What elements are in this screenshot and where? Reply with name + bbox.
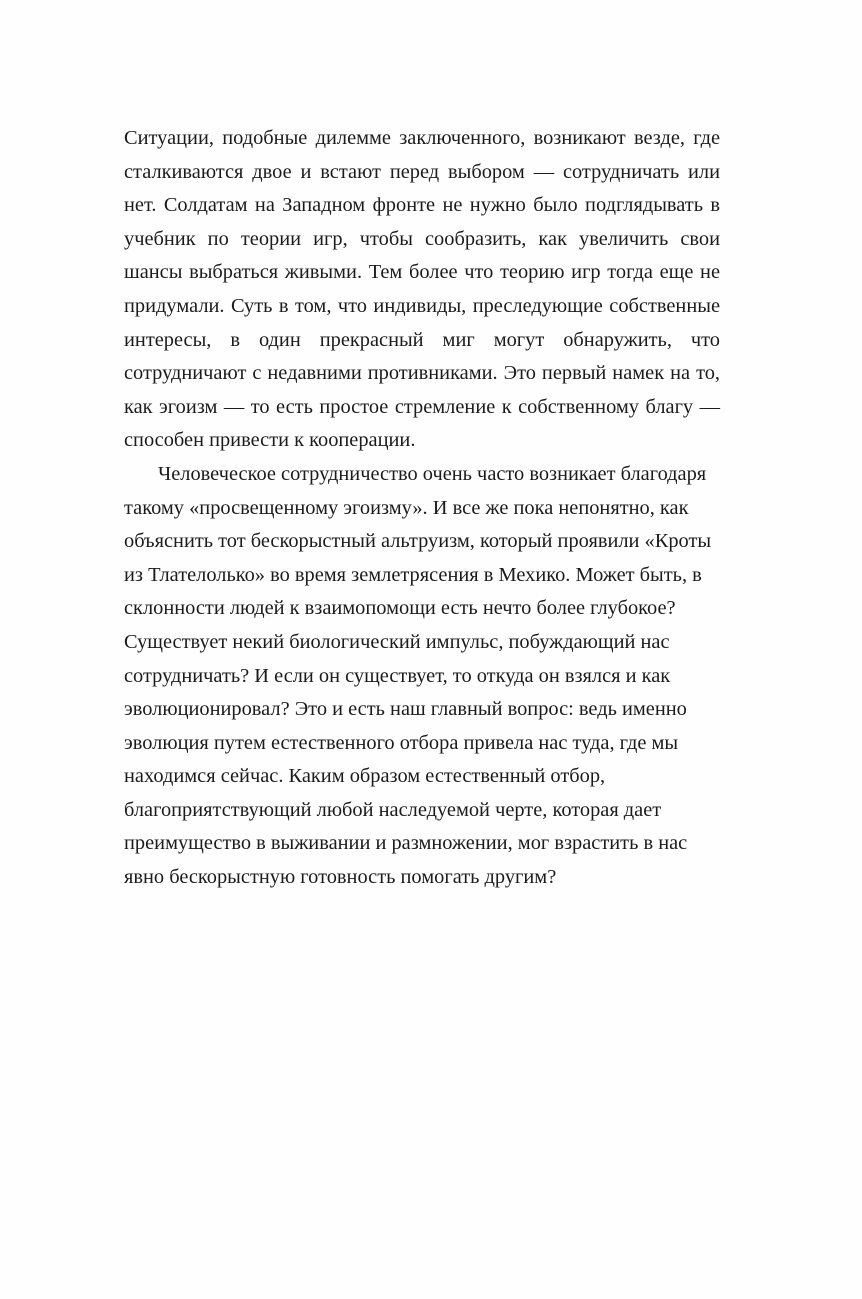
- paragraph-2: Человеческое сотрудничество очень часто возникает благодаря такому «просвещенному эгоизму». И все же пока непонятно, как объяснить тот бескорыстный альтруизм, который проявили «Кроты из Тлателолько» во время землетрясения в Мехико. Может быть, в склонности людей к взаимопомощи есть нечто более глубокое? Существует некий биологический импульс, побуждающий нас сотрудничать? И если он существует, то откуда он взялся и как эволюционировал? Это и есть наш главный вопрос: ведь именно эволюция путем естественного отбора привела нас туда, где мы находимся сейчас. Каким образом естественный отбор, благоприятствующий любой наследуемой черте, которая дает преимущество в выживании и размножении, мог взрастить в нас явно бескорыстную готовность помогать другим?: [124, 462, 712, 889]
- paragraph-1: Ситуации, подобные дилемме заключенного, возникают везде, где сталкиваются двое и встают перед выбором — сотрудничать или нет. Солдатам на Западном фронте не нужно было подглядывать в учебник по теории игр, чтобы сообразить, как увеличить свои шансы выбраться живыми. Тем более что теорию игр тогда еще не придумали. Суть в том, что индивиды, преследующие собственные интересы, в один прекрасный миг могут обнаружить, что сотрудничают с недавними противниками. Это первый намек на то, как эгоизм — то есть простое стремление к собственному благу — способен привести к кооперации.: [124, 127, 720, 452]
- body-text-block: [124, 122, 720, 895]
